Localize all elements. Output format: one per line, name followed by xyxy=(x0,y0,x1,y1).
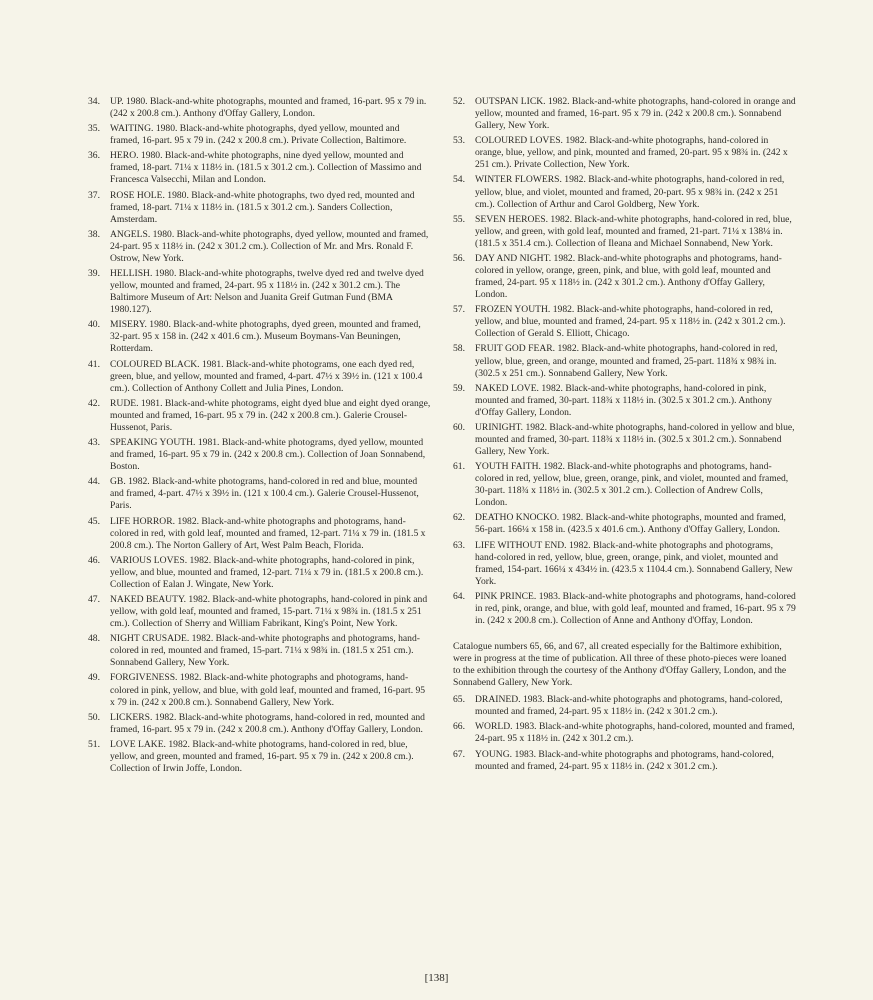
catalogue-note: Catalogue numbers 65, 66, and 67, all created especially for the Baltimore exhibition, were in progress at the time of publication. All three of these photo-pieces were loaned to the exhibition through the courtesy of the Anthony d'Offay Gallery, London, and the Sonnabend Gallery, New York. xyxy=(453,641,787,689)
catalogue-entry xyxy=(88,555,431,591)
entry-number: 49. xyxy=(88,672,100,684)
catalogue-entry xyxy=(453,512,796,536)
entry-text: ROSE HOLE. 1980. Black-and-white photographs, two dyed red, mounted and framed, 18-part. 71¼ x 118½ in. (181.5 x 301.2 cm.). Sanders Collection, Amsterdam. xyxy=(110,189,415,225)
entry-number: 36. xyxy=(88,150,100,162)
catalogue-entry xyxy=(88,516,431,552)
catalogue-entry xyxy=(88,190,431,226)
entry-number: 67. xyxy=(453,748,465,760)
entry-number: 59. xyxy=(453,382,465,394)
page-number: [138] xyxy=(424,972,449,984)
catalogue-entry xyxy=(453,304,796,340)
entry-text: UP. 1980. Black-and-white photographs, mounted and framed, 16-part. 95 x 79 in. (242 x 200.8 cm.). Anthony d'Offay Gallery, London. xyxy=(110,96,427,120)
entry-text: LOVE LAKE. 1982. Black-and-white photograms, hand-colored in red, blue, yellow, and green, mounted and framed, 16-part. 95 x 79 in. (242 x 200.8 cm.). Collection of Irwin Joffe, London. xyxy=(110,738,414,774)
entry-number: 54. xyxy=(453,174,465,186)
catalogue-entry xyxy=(453,749,796,773)
catalogue-entry xyxy=(88,712,431,736)
entry-text: HELLISH. 1980. Black-and-white photographs, twelve dyed red and twelve dyed yellow, mounted and framed, 24-part. 95 x 118½ in. (242 x 301.2 cm.). The Baltimore Museum of Art: Nelson and Juanita Greif Gutman Fund (BMA 1980.127). xyxy=(110,268,424,316)
entry-text: FRUIT GOD FEAR. 1982. Black-and-white photographs, hand-colored in red, yellow, blue, green, and orange, mounted and framed, 25-part. 118¾ x 98¾ in. (302.5 x 251 cm.). Sonnabend Gallery, New York. xyxy=(475,343,778,379)
catalogue-entry xyxy=(88,476,431,512)
entry-number: 57. xyxy=(453,304,465,316)
entry-number: 51. xyxy=(88,738,100,750)
entry-number: 42. xyxy=(88,397,100,409)
entry-text: NAKED BEAUTY. 1982. Black-and-white photographs, hand-colored in pink and yellow, with gold leaf, mounted and framed, 15-part. 71¼ x 98¾ in. (181.5 x 251 cm.). Collection of Sherry and William Fabrikant, King's Point, New York. xyxy=(110,594,428,630)
entry-text: RUDE. 1981. Black-and-white photograms, eight dyed blue and eight dyed orange, mounted and framed, 16-part. 95 x 79 in. (242 x 200.8 cm.). Galerie Crousel-Hussenot, Paris. xyxy=(110,397,431,433)
entry-text: COLOURED BLACK. 1981. Black-and-white photograms, one each dyed red, green, blue, and yellow, mounted and framed, 4-part. 47½ x 39½ in. (121 x 100.4 cm.). Collection of Anthony Collett and Julia Pines, London. xyxy=(110,358,423,394)
catalogue-entry xyxy=(453,343,796,379)
catalogue-entry xyxy=(453,694,796,718)
entry-text: WORLD. 1983. Black-and-white photographs, hand-colored, mounted and framed, 24-part. 95 x 118½ in. (242 x 301.2 cm.). xyxy=(475,721,795,745)
extra-entries xyxy=(453,694,796,772)
entry-text: YOUTH FAITH. 1982. Black-and-white photographs and photograms, hand-colored in red, yellow, blue, green, orange, pink, and violet, mounted and framed, 30-part. 118¾ x 118½ in. (302.5 x 301.2 cm.). Collection of Andrew Colls, London. xyxy=(475,461,789,509)
entry-number: 44. xyxy=(88,476,100,488)
catalogue-entry xyxy=(88,398,431,434)
entry-text: OUTSPAN LICK. 1982. Black-and-white photographs, hand-colored in orange and yellow, mounted and framed, 16-part. 95 x 79 in. (242 x 200.8 cm.). Sonnabend Gallery, New York. xyxy=(475,96,796,132)
left-column xyxy=(88,96,431,778)
entry-text: ANGELS. 1980. Black-and-white photographs, dyed yellow, mounted and framed, 24-part. 95 x 118½ in. (242 x 301.2 cm.). Collection of Mr. and Mrs. Ronald F. Ostrow, New York. xyxy=(110,228,429,264)
catalogue-entry xyxy=(88,594,431,630)
catalogue-entry xyxy=(88,359,431,395)
catalogue-entry xyxy=(453,135,796,171)
entry-text: NAKED LOVE. 1982. Black-and-white photographs, hand-colored in pink, mounted and framed, 30-part. 118¾ x 118½ in. (302.5 x 301.2 cm.). Anthony d'Offay Gallery, London. xyxy=(475,382,772,418)
entry-number: 50. xyxy=(88,711,100,723)
entry-text: URINIGHT. 1982. Black-and-white photographs, hand-colored in yellow and blue, mounted and framed, 30-part. 118¾ x 118½ in. (302.5 x 301.2 cm.). Sonnabend Gallery, New York. xyxy=(475,421,795,458)
entry-text: YOUNG. 1983. Black-and-white photographs and photograms, hand-colored, mounted and framed, 24-part. 95 x 118½ in. (242 x 301.2 cm.). xyxy=(475,748,774,772)
entry-text: PINK PRINCE. 1983. Black-and-white photographs and photograms, hand-colored in red, pink, orange, and blue, with gold leaf, mounted and framed, 16-part. 95 x 79 in. (242 x 200.8 cm.). Collection of Anne and Anthony d'Offay, London. xyxy=(475,590,796,626)
entry-number: 41. xyxy=(88,358,100,370)
entry-text: FROZEN YOUTH. 1982. Black-and-white photographs, hand-colored in red, yellow, and blue, mounted and framed, 24-part. 95 x 118½ in. (242 x 301.2 cm.). Collection of Gerald S. Elliott, Chicago. xyxy=(475,304,786,340)
catalogue-entry xyxy=(88,672,431,708)
catalogue-entry xyxy=(88,739,431,775)
catalogue-entry xyxy=(453,591,796,627)
entry-number: 38. xyxy=(88,228,100,240)
catalogue-entry xyxy=(453,461,796,509)
entry-number: 46. xyxy=(88,554,100,566)
entry-text: LICKERS. 1982. Black-and-white photograms, hand-colored in red, mounted and framed, 16-part. 95 x 79 in. (242 x 200.8 cm.). Anthony d'Offay Gallery, London. xyxy=(110,711,425,735)
entry-text: GB. 1982. Black-and-white photograms, hand-colored in red and blue, mounted and framed, 4-part. 47½ x 39½ in. (121 x 100.4 cm.). Galerie Crousel-Hussenot, Paris. xyxy=(110,476,419,512)
catalogue-entry xyxy=(453,174,796,210)
entry-number: 45. xyxy=(88,515,100,527)
entry-number: 56. xyxy=(453,252,465,264)
entry-text: MISERY. 1980. Black-and-white photographs, dyed green, mounted and framed, 32-part. 95 x 158 in. (242 x 401.6 cm.). Museum Boymans-Van Beuningen, Rotterdam. xyxy=(110,319,421,355)
entry-number: 61. xyxy=(453,461,465,473)
catalogue-entry xyxy=(88,437,431,473)
catalogue-entry xyxy=(88,123,431,147)
entry-text: SEVEN HEROES. 1982. Black-and-white photographs, hand-colored in red, blue, yellow, and green, with gold leaf, mounted and framed, 21-part. 71¼ x 138¼ in. (181.5 x 351.4 cm.). Collection of Ileana and Michael Sonnabend, New York. xyxy=(475,213,792,249)
entry-number: 47. xyxy=(88,594,100,605)
entry-number: 43. xyxy=(88,437,100,449)
catalogue-entry xyxy=(88,96,431,120)
entry-number: 55. xyxy=(453,213,465,225)
right-column xyxy=(453,96,796,776)
entry-text: DRAINED. 1983. Black-and-white photographs and photograms, hand-colored, mounted and framed, 24-part. 95 x 118½ in. (242 x 301.2 cm.). xyxy=(475,694,783,718)
catalogue-entry xyxy=(88,319,431,355)
entry-number: 48. xyxy=(88,633,100,645)
entry-text: HERO. 1980. Black-and-white photographs, nine dyed yellow, mounted and framed, 18-part. 71¼ x 118½ in. (181.5 x 301.2 cm.). Collection of Massimo and Francesca Valsecchi, Milan and London. xyxy=(110,150,422,186)
catalogue-entry xyxy=(453,96,796,132)
entry-number: 37. xyxy=(88,189,100,201)
entry-number: 53. xyxy=(453,135,465,147)
entry-text: DAY AND NIGHT. 1982. Black-and-white photographs and photograms, hand-colored in yellow, orange, green, pink, and blue, with gold leaf, mounted and framed, 24-part. 95 x 118½ in. (242 x 301.2 cm.). Anthony d'Offay Gallery, London. xyxy=(475,252,782,301)
entry-text: LIFE HORROR. 1982. Black-and-white photographs and photograms, hand-colored in red, with gold leaf, mounted and framed, 12-part. 71¼ x 79 in. (181.5 x 200.8 cm.). The Norton Gallery of Art, West Palm Beach, Florida. xyxy=(110,515,426,551)
catalogue-entry xyxy=(453,422,796,458)
right-entries xyxy=(453,96,796,627)
entry-number: 35. xyxy=(88,123,100,135)
entry-text: FORGIVENESS. 1982. Black-and-white photographs and photograms, hand-colored in pink, yellow, and blue, with gold leaf, mounted and framed, 16-part. 95 x 79 in. (242 x 200.8 cm.). Sonnabend Gallery, New York. xyxy=(110,672,426,708)
entry-text: NIGHT CRUSADE. 1982. Black-and-white photographs and photograms, hand-colored in red, mounted and framed, 15-part. 71¼ x 98¾ in. (181.5 x 251 cm.). Sonnabend Gallery, New York. xyxy=(110,633,420,669)
entry-number: 63. xyxy=(453,539,465,551)
entry-text: WINTER FLOWERS. 1982. Black-and-white photographs, hand-colored in red, yellow, blue, and violet, mounted and framed, 20-part. 95 x 98¾ in. (242 x 251 cm.). Collection of Arthur and Carol Goldberg, New York. xyxy=(475,174,785,210)
catalogue-entry xyxy=(453,721,796,745)
entry-text: LIFE WITHOUT END. 1982. Black-and-white photographs and photograms, hand-colored in red, yellow, blue, green, orange, pink, and violet, mounted and framed, 154-part. 166¼ x 434½ in. (423.5 x 1104.4 cm.). Sonnabend Gallery, New York. xyxy=(475,539,793,587)
entry-number: 60. xyxy=(453,421,465,433)
entry-number: 65. xyxy=(453,694,465,706)
entry-number: 64. xyxy=(453,590,465,602)
entry-number: 66. xyxy=(453,721,465,733)
entry-text: COLOURED LOVES. 1982. Black-and-white photographs, hand-colored in orange, blue, yellow, and pink, mounted and framed, 20-part. 95 x 98¾ in. (242 x 251 cm.). Private Collection, New York. xyxy=(475,135,788,171)
entry-text: VARIOUS LOVES. 1982. Black-and-white photographs, hand-colored in pink, yellow, and blue, mounted and framed, 12-part. 71¼ x 79 in. (181.5 x 200.8 cm.). Collection of Ealan J. Wingate, New York. xyxy=(110,554,424,590)
entry-number: 62. xyxy=(453,512,465,524)
catalogue-entry xyxy=(88,229,431,265)
catalogue-entry xyxy=(88,268,431,316)
entry-text: SPEAKING YOUTH. 1981. Black-and-white photograms, dyed yellow, mounted and framed, 16-part. 95 x 79 in. (242 x 200.8 cm.). Collection of Joan Sonnabend, Boston. xyxy=(110,437,426,473)
catalogue-entry xyxy=(453,253,796,301)
catalogue-entry xyxy=(88,633,431,669)
catalogue-entry xyxy=(453,383,796,419)
entry-number: 58. xyxy=(453,343,465,355)
catalogue-entry xyxy=(88,150,431,186)
entry-number: 34. xyxy=(88,96,100,107)
entry-number: 40. xyxy=(88,319,100,331)
entry-text: WAITING. 1980. Black-and-white photographs, dyed yellow, mounted and framed, 16-part. 95 x 79 in. (242 x 200.8 cm.). Private Collection, Baltimore. xyxy=(110,123,407,147)
catalogue-entry xyxy=(453,214,796,250)
entry-number: 39. xyxy=(88,268,100,280)
entry-text: DEATHO KNOCKO. 1982. Black-and-white photographs, mounted and framed, 56-part. 166¼ x 158 in. (423.5 x 401.6 cm.). Anthony d'Offay Gallery, London. xyxy=(475,512,786,536)
catalogue-entry xyxy=(453,540,796,588)
entry-number: 52. xyxy=(453,96,465,107)
